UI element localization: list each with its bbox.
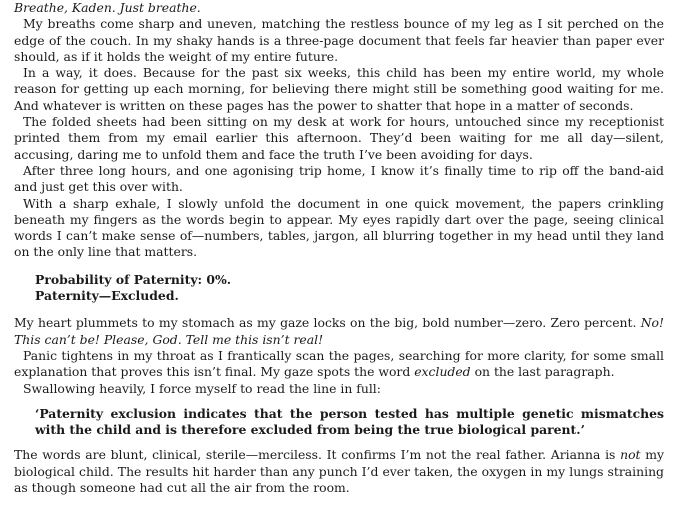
paragraph-blunt-words — [14, 447, 664, 496]
opening-line: Breathe, Kaden. Just breathe. — [14, 0, 201, 15]
panic-text-end: on the last paragraph. — [470, 364, 615, 380]
paternity-probability: Probability of Paternity: 0%. — [35, 271, 232, 287]
paragraph-unfold: With a sharp exhale, I slowly unfold the document in one quick movement, the papers crinkling beneath my fingers as the words begin to appear. My eyes rapidly dart over the page, seeing clinical words I can’t make sense of—numbers, tables, jargon, all blurring together in my head until they land on the only line that matters. — [14, 195, 664, 260]
blunt-emphasis: not — [620, 447, 641, 463]
book-page — [14, 0, 664, 496]
paternity-result — [14, 272, 664, 305]
blunt-text-end: my biological child. The results hit harder than any punch I’d ever taken, the oxygen in my lungs straining as though someone had cut all the air from the room. — [14, 447, 664, 496]
panic-text: Panic tightens in my throat as I frantically scan the pages, searching for more clarity, for some small explanation that proves this isn’t final. My gaze spots the word — [14, 347, 664, 380]
heart-text: My heart plummets to my stomach as my gaze locks on the big, bold number—zero. Zero percent. — [14, 315, 641, 331]
paragraph-folded-sheets: The folded sheets had been sitting on my desk at work for hours, untouched since my receptionist printed them from my email earlier this afternoon. They’d been waiting for me all day—silent, accusing, daring me to unfold them and face the truth I’ve been avoiding for days. — [14, 114, 664, 162]
heart-thought: No! This can’t be! Please, God. Tell me this isn’t real! — [14, 315, 664, 347]
paternity-excluded: Paternity—Excluded. — [35, 288, 179, 304]
paragraph-heart-plummets — [14, 315, 664, 348]
paragraph-child-world: In a way, it does. Because for the past six weeks, this child has been my entire world, my whole reason for getting up each morning, for believing there might still be something good waiting for me. And whatever is written on these pages has the power to shatter that hope in a matter of seconds. — [14, 65, 664, 113]
panic-emphasis: excluded — [414, 364, 471, 380]
paragraph-three-hours: After three long hours, and one agonising trip home, I know it’s finally time to rip off the band-aid and just get this over with. — [14, 162, 664, 195]
paragraph-panic — [14, 348, 664, 381]
paragraph-couch: My breaths come sharp and uneven, matching the restless bounce of my leg as I sit perched on the edge of the couch. In my shaky hands is a three-page document that feels far heavier than paper ever should, as if it holds the weight of my entire future. — [14, 16, 664, 64]
paragraph-swallowing: Swallowing heavily, I force myself to read the line in full: — [23, 380, 381, 396]
blunt-text: The words are blunt, clinical, sterile—merciless. It confirms I’m not the real father. Arianna is — [14, 447, 621, 463]
report-quote: ‘Paternity exclusion indicates that the person tested has multiple genetic mismatches with the child and is therefore excluded from being the true biological parent.’ — [35, 405, 664, 438]
